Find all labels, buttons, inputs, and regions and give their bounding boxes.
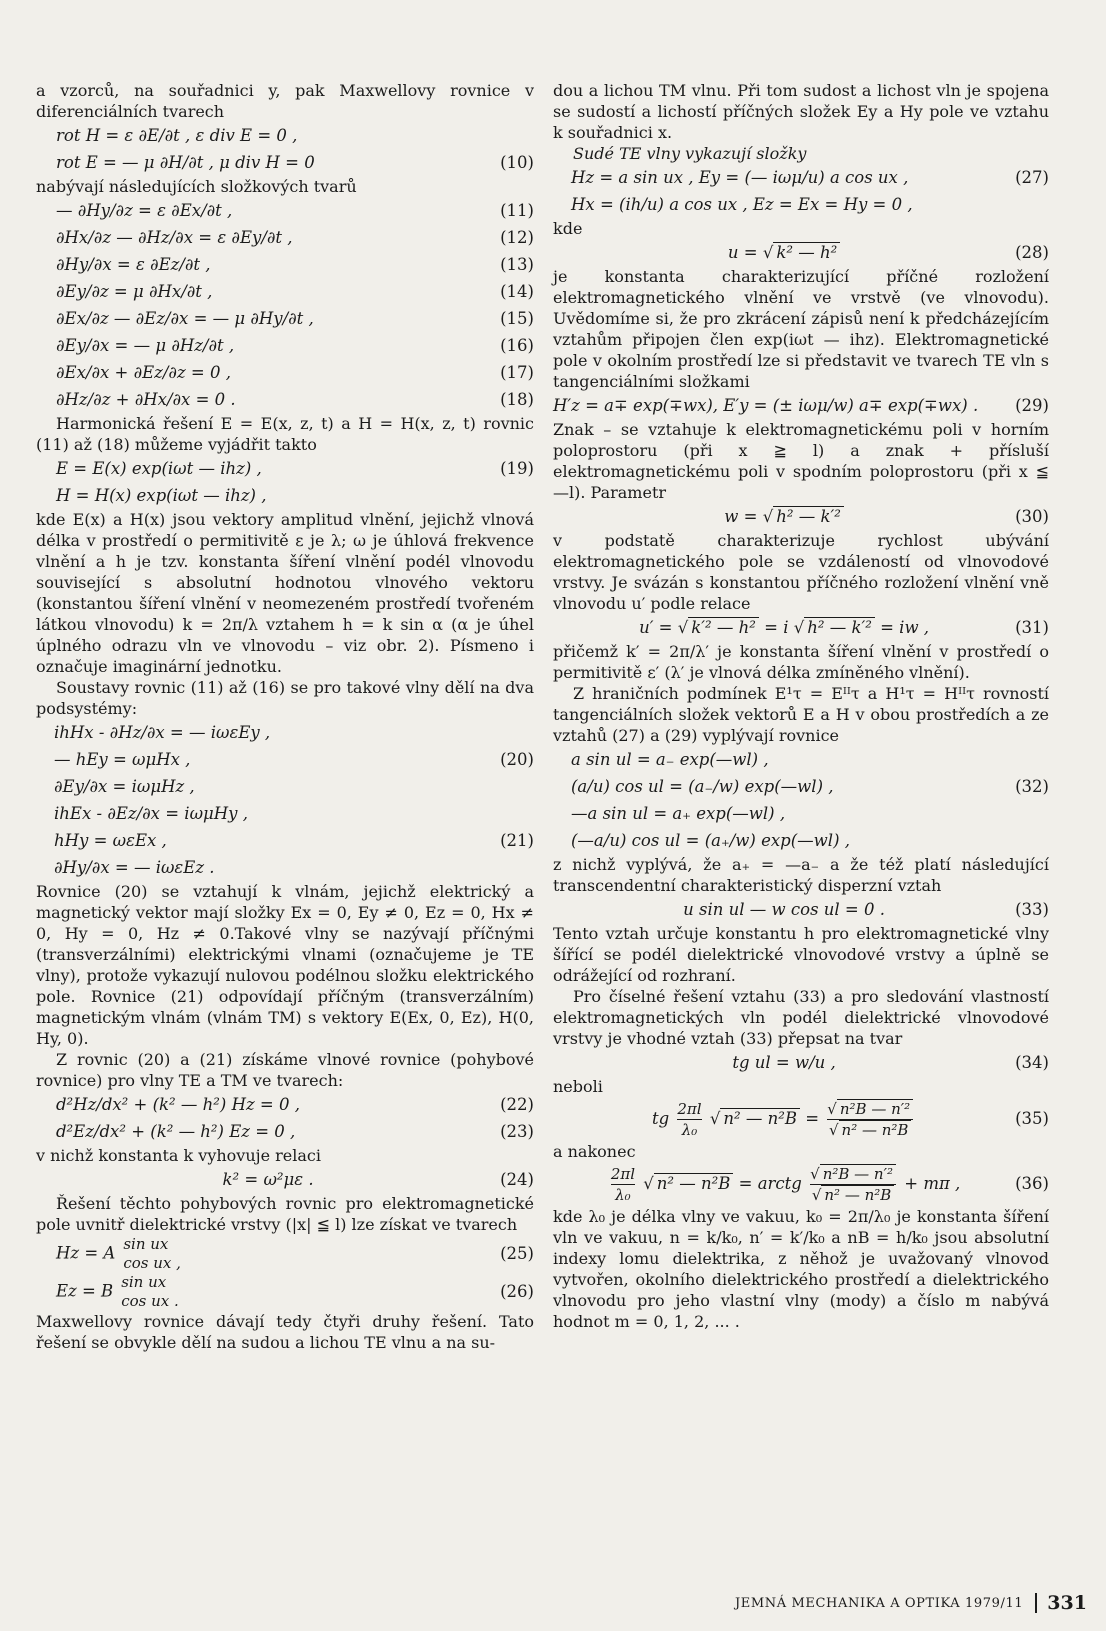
equation-number: (16)	[500, 336, 534, 355]
equation-number: (13)	[500, 255, 534, 274]
equation-text: ∂Ex/∂x + ∂Ez/∂z = 0 ,	[56, 363, 231, 382]
equation-29: H′z = a∓ exp(∓wx), E′y = (± iωμ/w) a∓ exp(∓wx) . (29)	[553, 396, 1049, 415]
journal-name: JEMNÁ MECHANIKA A OPTIKA 1979/11	[735, 1595, 1024, 1611]
equations-27	[553, 164, 1049, 218]
footer-divider	[1035, 1593, 1037, 1613]
equations-32	[553, 746, 1049, 854]
equation-text: ∂Ey/∂x = iωμHz ,	[54, 777, 195, 796]
equation-line	[54, 854, 534, 881]
equation-text: H = H(x) exp(iωt — ihz) ,	[56, 486, 267, 505]
paragraph-components: nabývají následujících složkových tvarů	[36, 177, 357, 196]
equations-10	[36, 122, 534, 176]
equation-text: E = E(x) exp(iωt — ihz) ,	[56, 459, 262, 478]
equation-number: (19)	[500, 459, 534, 478]
equation-line	[56, 197, 534, 224]
equation-text: (a/u) cos ul = (a₋/w) exp(—wl) ,	[571, 777, 834, 796]
equation-line	[54, 827, 534, 854]
page-footer	[735, 1592, 1087, 1614]
paragraph-te-tm: Rovnice (20) se vztahují k vlnám, jejichž elektrický a magnetický vektor mají složky Ex = 0, Ey ≠ 0, Ez = 0, Hx ≠ 0, Hy = 0, Hz ≠ 0.Takové vlny se nazývají příčnými (transverzálními) elektrickými vlnami (označujeme je TE vlny), protože vykazují nulovou podélnou složku elektrického pole. Rovnice (21) odpovídají příčným (transverzálním) magnetickým vlnám (vlnám TM) s vektory E(Ex, 0, Ez), H(0, Hy, 0).	[36, 882, 534, 1048]
equation-25: Hz = A sin ux cos ux , (25)	[56, 1235, 534, 1272]
right-column	[553, 80, 1049, 1332]
equation-31: u′ = √ k′² — h² = i √ h² — k′² = iw , (31)	[639, 618, 1049, 637]
equation-line	[571, 746, 1049, 773]
equation-line	[56, 332, 534, 359]
equation-number: (14)	[500, 282, 534, 301]
equation-line	[571, 773, 1049, 800]
equation-36: $\frac{2\pi l}{\text{λ₀}}$ √ n² — n²B = arctg $\frac{\text{√ n²B — n′²}}{\text{√ n² — n²B}}$ + mπ , (36)	[610, 1165, 1049, 1204]
paragraph-this-relation: Tento vztah určuje konstantu h pro elektromagnetické vlny šířící se podél dielektrické vlnovodové vrstvy a úplně se odrážející od rozhraní.	[553, 924, 1049, 985]
equation-line	[56, 149, 534, 176]
equation-text: Hx = (ih/u) a cos ux , Ez = Ex = Hy = 0 ,	[571, 195, 913, 214]
equation-line	[56, 251, 534, 278]
equation-line	[54, 800, 534, 827]
equations-20-21	[36, 719, 534, 881]
equation-text: d²Hz/dx² + (k² — h²) Hz = 0 ,	[56, 1095, 300, 1114]
page-number: 331	[1047, 1592, 1087, 1614]
paragraph-harmonic: Harmonická řešení E = E(x, z, t) a H = H(x, z, t) rovnic (11) až (18) můžeme vyjádřit takto	[36, 414, 534, 454]
equations-11-18	[36, 197, 534, 413]
paragraph-sign: Znak – se vztahuje k elektromagnetickému poli v horním poloprostoru (při x ≧ l) a znak + přísluší elektromagnetickému poli v spodním poloprostoru (při x ≦ —l). Parametr	[553, 420, 1049, 502]
equation-number: (12)	[500, 228, 534, 247]
paragraph-from: z nichž vyplývá, že a₊ = —a₋ a že též platí následující transcendentní charakteristický disperzní vztah	[553, 855, 1049, 895]
equation-text: ∂Hz/∂z + ∂Hx/∂x = 0 .	[56, 390, 236, 409]
equation-number: (23)	[500, 1122, 534, 1141]
equation-text: rot E = — μ ∂H/∂t , μ div H = 0	[56, 153, 315, 172]
paragraph-k: v nichž konstanta k vyhovuje relaci	[36, 1146, 322, 1165]
equation-text: ∂Hx/∂z — ∂Hz/∂x = ε ∂Ey/∂t ,	[56, 228, 293, 247]
equation-line	[571, 827, 1049, 854]
equation-number: (15)	[500, 309, 534, 328]
equation-number: (22)	[500, 1095, 534, 1114]
equation-line	[571, 800, 1049, 827]
equation-text: ∂Ey/∂z = μ ∂Hx/∂t ,	[56, 282, 213, 301]
equation-35: tg $\frac{2\pi l}{\text{λ₀}}$ √ n² — n²B = $\frac{\text{√ n²B — n′²}}{\text{√ n² — n²B}}$ (35)	[651, 1100, 1049, 1139]
equation-number: (17)	[500, 363, 534, 382]
paragraph-intro: a vzorců, na souřadnici y, pak Maxwellovy rovnice v diferenciálních tvarech	[36, 81, 534, 121]
equation-text: ∂Hy/∂x = — iωεEz .	[54, 858, 215, 877]
equation-text: d²Ez/dx² + (k² — h²) Ez = 0 ,	[56, 1122, 296, 1141]
equation-text: (—a/u) cos ul = (a₊/w) exp(—wl) ,	[571, 831, 850, 850]
equation-text: ∂Ex/∂z — ∂Ez/∂x = — μ ∂Hy/∂t ,	[56, 309, 314, 328]
paragraph-rate: v podstatě charakterizuje rychlost ubývání elektromagnetického pole se vzdáleností od vlnovodové vrstvy. Je svázán s konstantou příčného rozložení vlnění vně vlnovodu u′ podle relace	[553, 531, 1049, 613]
paragraph-even-te: Sudé TE vlny vykazují složky	[573, 144, 807, 163]
equation-number: (10)	[500, 153, 534, 172]
paragraph-four-solutions: Maxwellovy rovnice dávají tedy čtyři druhy řešení. Tato řešení se obvykle dělí na sudou a lichou TE vlnu a na su-	[36, 1312, 534, 1352]
equation-text: — hEy = ωμHx ,	[54, 750, 191, 769]
paragraph-where: kde E(x) a H(x) jsou vektory amplitud vlnění, jejichž vlnová délka v prostředí o permitivitě ε je λ; ω je úhlová frekvence vlnění a h je tzv. konstanta šíření vlnění podél vlnovodu související s absolutní hodnotou vlnového vektoru (konstantou šíření vlnění v neomezeném prostředí tvořeném látkou vlnovodu) k = 2π/λ vztahem h = k sin α (α je úhel úplného odrazu vln ve vlnovodu – viz obr. 2). Písmeno i označuje imaginární jednotku.	[36, 510, 534, 676]
paragraph-wave: Z rovnic (20) a (21) získáme vlnové rovnice (pohybové rovnice) pro vlny TE a TM ve tvarech:	[36, 1050, 534, 1090]
equation-number: (11)	[500, 201, 534, 220]
equation-line	[571, 164, 1049, 191]
label-nakonec: a nakonec	[553, 1142, 636, 1161]
equation-26: Ez = B sin ux cos ux . (26)	[56, 1273, 534, 1310]
equation-24: k² = ω²με . (24)	[222, 1170, 534, 1189]
equation-33: u sin ul — w cos ul = 0 . (33)	[683, 900, 1049, 919]
equation-line	[56, 122, 534, 149]
equation-line	[56, 455, 534, 482]
equation-34: tg ul = w/u , (34)	[732, 1053, 1049, 1072]
equation-number: (27)	[1015, 168, 1049, 187]
label-kde: kde	[553, 219, 583, 238]
paragraph-boundary: Z hraničních podmínek E¹τ = Eᴵᴵτ a H¹τ = Hᴵᴵτ rovností tangenciálních složek vektorů E a H v obou prostředích a ze vztahů (27) a (29) vyplývají rovnice	[553, 684, 1050, 745]
equation-line	[56, 359, 534, 386]
left-column	[36, 80, 534, 1353]
paragraph-constant: je konstanta charakterizující příčné rozložení elektromagnetického vlnění ve vrstvě (ve vlnovodu). Uvědomíme si, že pro zkrácení zápisů není k předcházejícím vztahům připojen člen exp(iωt — ihz). Elektromagnetické pole v okolním prostředí lze si představit ve tvarech TE vln s tangenciálními složkami	[553, 267, 1049, 391]
equation-28: u = √ k² — h² (28)	[727, 243, 1049, 262]
equation-line	[56, 278, 534, 305]
equation-number: (21)	[500, 831, 534, 850]
equation-line	[56, 305, 534, 332]
equation-line	[56, 224, 534, 251]
equation-text: ∂Hy/∂x = ε ∂Ez/∂t ,	[56, 255, 211, 274]
equation-number: (18)	[500, 390, 534, 409]
equations-19	[36, 455, 534, 509]
equation-line	[54, 746, 534, 773]
equation-line	[56, 482, 534, 509]
equation-30: w = √ h² — k′² (30)	[724, 507, 1049, 526]
equation-text: — ∂Hy/∂z = ε ∂Ex/∂t ,	[56, 201, 233, 220]
paragraph-where-k-prime: přičemž k′ = 2π/λ′ je konstanta šíření vlnění v prostředí o permitivitě ε′ (λ′ je vlnová délka zmíněného vlnění).	[553, 642, 1049, 682]
equation-text: —a sin ul = a₊ exp(—wl) ,	[571, 804, 786, 823]
equation-number: (32)	[1015, 777, 1049, 796]
label-neboli: neboli	[553, 1077, 603, 1096]
equation-line	[571, 191, 1049, 218]
equations-22-23	[36, 1091, 534, 1145]
equation-number: (20)	[500, 750, 534, 769]
equation-line	[56, 386, 534, 413]
equation-text: rot H = ε ∂E/∂t , ε div E = 0 ,	[56, 126, 298, 145]
equation-line	[54, 719, 534, 746]
equation-text: hHy = ωεEx ,	[54, 831, 167, 850]
equation-text: Hz = a sin ux , Ey = (— iωμ/u) a cos ux ,	[571, 168, 909, 187]
equation-text: ihEx - ∂Ez/∂x = iωμHy ,	[54, 804, 248, 823]
equation-line	[56, 1118, 534, 1145]
paragraph-systems: Soustavy rovnic (11) až (16) se pro takové vlny dělí na dva podsystémy:	[36, 678, 534, 718]
paragraph-numeric: Pro číselné řešení vztahu (33) a pro sledování vlastností elektromagnetických vln podél dielektrické vlnovodové vrstvy je vhodné vztah (33) přepsat na tvar	[553, 987, 1049, 1048]
equation-text: a sin ul = a₋ exp(—wl) ,	[571, 750, 769, 769]
equation-line	[54, 773, 534, 800]
equation-text: ∂Ey/∂x = — μ ∂Hz/∂t ,	[56, 336, 235, 355]
paragraph-final: kde λ₀ je délka vlny ve vakuu, k₀ = 2π/λ₀ je konstanta šíření vln ve vakuu, n = k/k₀, n′ = k′/k₀ a nB = h/k₀ jsou absolutní indexy lomu dielektrika, z něhož je uvažovaný vlnovod vytvořen, okolního dielektrického prostředí a dielektrického vlnovodu pro jeho vlastní vlny (mody) a číslo m nabývá hodnot m = 0, 1, 2, ... .	[553, 1207, 1049, 1331]
paragraph-solution: Řešení těchto pohybových rovnic pro elektromagnetické pole uvnitř dielektrické vrstvy (|x| ≦ l) lze získat ve tvarech	[36, 1194, 534, 1234]
paragraph-continuation: dou a lichou TM vlnu. Při tom sudost a lichost vln je spojena se sudostí a lichostí příčných složek Ey a Hy pole ve vztahu k souřadnici x.	[553, 81, 1049, 142]
equation-line	[56, 1091, 534, 1118]
equation-text: ihHx - ∂Hz/∂x = — iωεEy ,	[54, 723, 271, 742]
